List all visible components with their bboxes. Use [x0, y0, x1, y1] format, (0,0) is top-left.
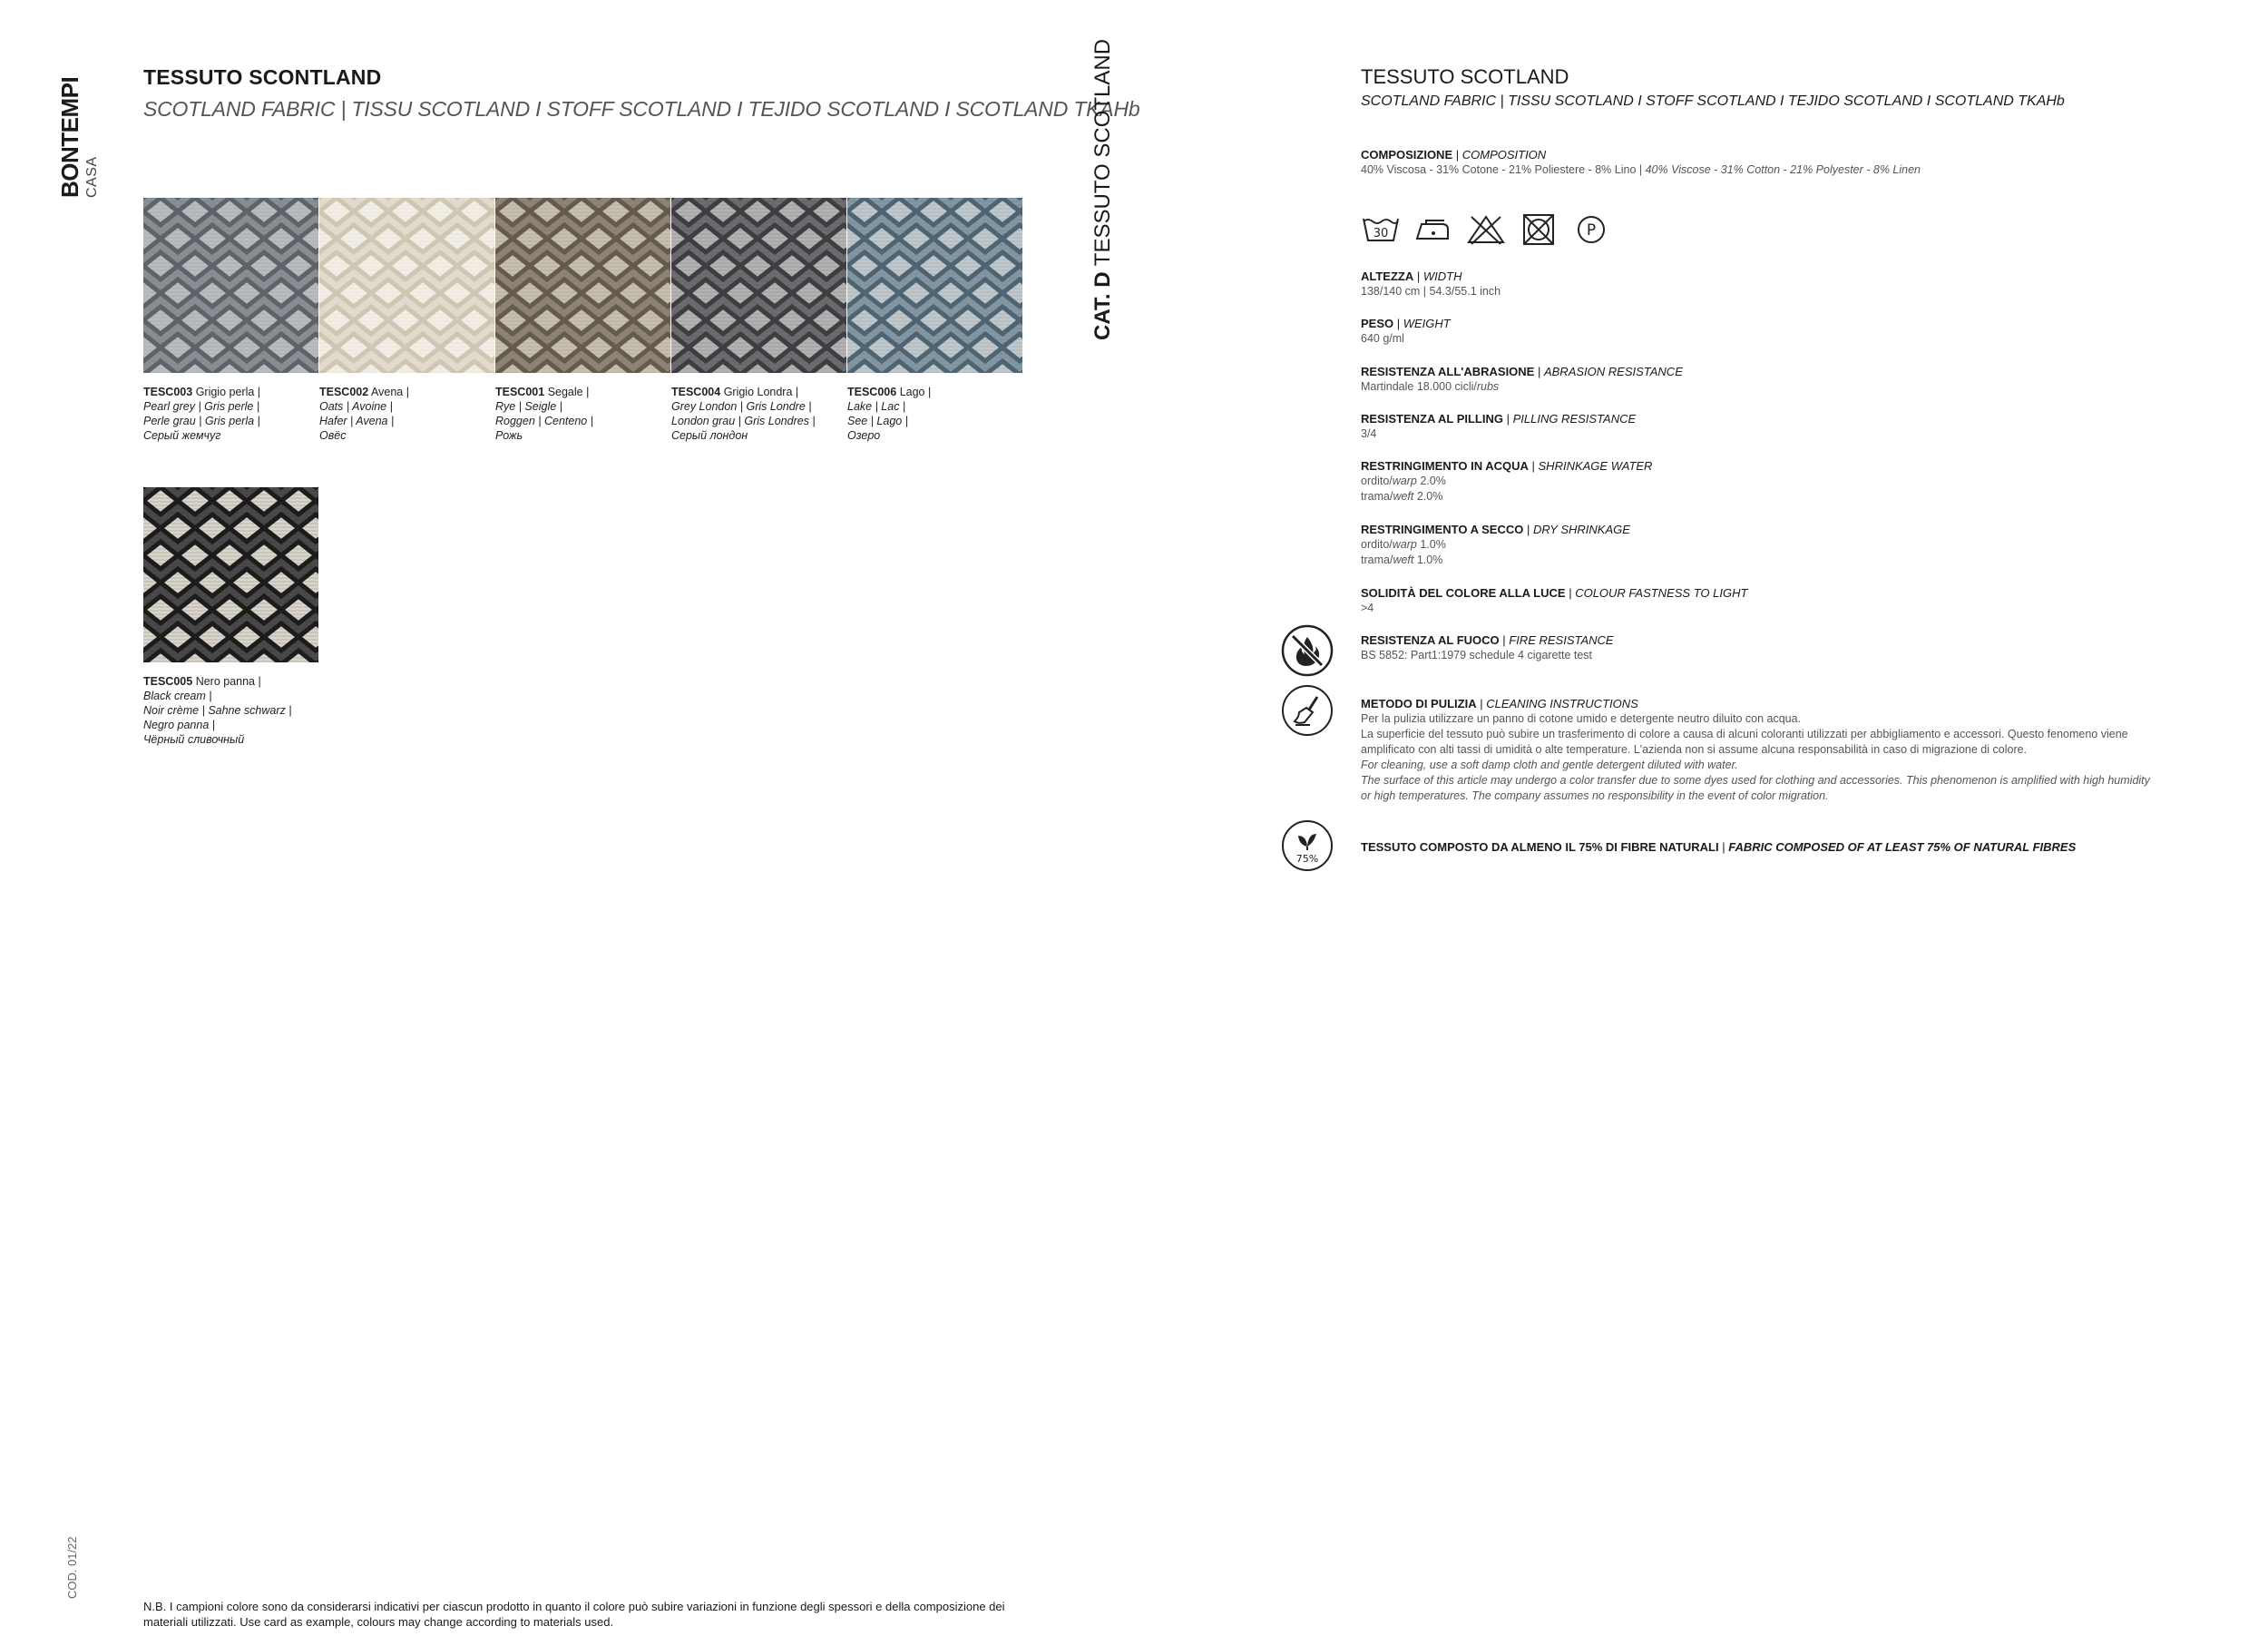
- spec-cleaning: METODO DI PULIZIA | CLEANING INSTRUCTIONS Per la pulizia utilizzare un panno di cotone umido e detergente neutro diluito con acqua. La superficie del tessuto può subire un trasferimento di colore a causa di alcuni coloranti utilizzati per abbigliamento e accessori. Questo fenomeno viene amplificato con alti tassi di umidità o alte temperature. L'azienda non si assume alcuna responsabilità in caso di migrazione di colore. For cleaning, use a soft damp cloth and gentle detergent diluted with water. The surface of this article may undergo a color transfer due to some dyes used for clothing and accessories. This phenomenon is amplified with high humidity or high temperatures. The company assumes no responsibility in the event of color migration.: [1361, 696, 2159, 804]
- spec-value-en: rubs: [1476, 380, 1500, 393]
- swatch-code: TESC003: [143, 386, 193, 398]
- swatch-translation: Noir crème | Sahne schwarz |: [143, 704, 292, 717]
- spec-label: RESISTENZA AL PILLING: [1361, 412, 1503, 426]
- swatch-code: TESC005: [143, 675, 193, 688]
- swatch-code: TESC004: [671, 386, 721, 398]
- swatch-translation: See | Lago |: [847, 415, 908, 427]
- spec-label-en: PILLING RESISTANCE: [1512, 412, 1637, 426]
- cleaning-text-en: The surface of this article may undergo a color transfer due to some dyes used for clothing and accessories. This phenomenon is amplified with high humidity or high temperatures. The company assumes no responsibility in the event of color migration.: [1361, 774, 2150, 802]
- swatch-translation: Серый лондон: [671, 429, 748, 442]
- swatch-caption: [319, 385, 492, 443]
- left-subtitle: SCOTLAND FABRIC | TISSU SCOTLAND I STOFF SCOTLAND I TEJIDO SCOTLAND I SCOTLAND TKAHb: [143, 97, 1140, 121]
- no-tumble-dry-icon: [1519, 213, 1559, 246]
- category-rest: TESSUTO SCOTLAND: [1090, 38, 1115, 267]
- spec-value: 1.0%: [1416, 553, 1443, 566]
- swatch-image: [671, 198, 846, 373]
- care-icons: [1361, 213, 1611, 246]
- swatch-translation: Озеро: [847, 429, 881, 442]
- spec-light-fastness: SOLIDITÀ DEL COLORE ALLA LUCE | COLOUR FASTNESS TO LIGHT >4: [1361, 585, 2159, 616]
- spec-label: SOLIDITÀ DEL COLORE ALLA LUCE: [1361, 586, 1566, 600]
- spec-label-en: ABRASION RESISTANCE: [1543, 365, 1683, 378]
- natural-badge: 75%: [1295, 853, 1319, 865]
- spec-value: 2.0%: [1420, 475, 1446, 487]
- swatch-name: Grigio Londra |: [723, 386, 799, 398]
- spec-label: RESTRINGIMENTO IN ACQUA: [1361, 459, 1529, 473]
- swatch-name: Avena |: [371, 386, 409, 398]
- document-code: COD. 01/22: [65, 1536, 79, 1599]
- spec-value: 3/4: [1361, 427, 1377, 440]
- category-label: [1090, 38, 1116, 340]
- cleaning-text: Per la pulizia utilizzare un panno di cotone umido e detergente neutro diluito con acqua.: [1361, 712, 1802, 725]
- spec-fire: RESISTENZA AL FUOCO | FIRE RESISTANCE BS 5852: Part1:1979 schedule 4 cigarette test: [1361, 632, 2159, 663]
- spec-label: RESISTENZA AL FUOCO: [1361, 633, 1500, 647]
- swatch-image: [319, 198, 494, 373]
- swatch-image: [847, 198, 1022, 373]
- swatch-caption: [143, 385, 316, 443]
- brand-sub: CASA: [84, 156, 100, 198]
- cleaning-text-en: For cleaning, use a soft damp cloth and gentle detergent diluted with water.: [1361, 759, 1738, 771]
- spec-label-en: DRY SHRINKAGE: [1532, 523, 1630, 536]
- spec-value-en: weft: [1393, 553, 1414, 566]
- spec-weight: PESO | WEIGHT 640 g/ml: [1361, 316, 2159, 347]
- wash-temp: 30: [1373, 227, 1389, 240]
- swatch-translation: Чёрный сливочный: [143, 733, 245, 746]
- swatch-caption: [143, 674, 316, 747]
- swatch-translation: Pearl grey | Gris perle |: [143, 400, 260, 413]
- spec-value: trama/: [1361, 553, 1393, 566]
- spec-composition: COMPOSIZIONE | COMPOSITION 40% Viscosa - 31% Cotone - 21% Poliestere - 8% Lino | 40% Viscose - 31% Cotton - 21% Polyester - 8% Linen: [1361, 148, 1921, 176]
- swatch-name: Segale |: [547, 386, 590, 398]
- swatch-translation: Black cream |: [143, 690, 212, 702]
- spec-shrinkage-dry: RESTRINGIMENTO A SECCO | DRY SHRINKAGE ordito/warp 1.0% trama/weft 1.0%: [1361, 523, 1630, 566]
- natural-fibre-icon: [1281, 819, 1334, 872]
- swatch-name: Nero panna |: [195, 675, 261, 688]
- swatch-translation: Lake | Lac |: [847, 400, 906, 413]
- spec-label: PESO: [1361, 317, 1394, 330]
- spec-value-en: 40% Viscose - 31% Cotton - 21% Polyester - 8% Linen: [1645, 163, 1921, 176]
- right-title: TESSUTO SCOTLAND: [1361, 65, 1569, 88]
- cleaning-text: La superficie del tessuto può subire un trasferimento di colore a causa di alcuni coloranti utilizzati per abbigliamento e accessori. Questo fenomeno viene amplificato con alti tassi di umidità o alte temperature. L'azienda non si assume alcuna responsabilità in caso di migrazione di colore.: [1361, 728, 2128, 756]
- spec-label: RESTRINGIMENTO A SECCO: [1361, 523, 1524, 536]
- swatch-translation: Grey London | Gris Londre |: [671, 400, 812, 413]
- swatch-translation: Hafer | Avena |: [319, 415, 395, 427]
- swatch-caption: [495, 385, 668, 443]
- brand-name: BONTEMPI: [56, 76, 83, 198]
- dry-clean-letter: P: [1586, 221, 1597, 240]
- spec-label-en: COMPOSITION: [1461, 148, 1547, 162]
- spec-label-en: COLOUR FASTNESS TO LIGHT: [1575, 586, 1748, 600]
- spec-label: COMPOSIZIONE: [1361, 148, 1453, 162]
- spec-value: >4: [1361, 602, 1374, 614]
- spec-value: trama/: [1361, 490, 1393, 503]
- spec-label-en: FABRIC COMPOSED OF AT LEAST 75% OF NATURAL FIBRES: [1728, 840, 2077, 854]
- spec-value: 640 g/ml: [1361, 332, 1404, 345]
- spec-value: 138/140 cm | 54.3/55.1 inch: [1361, 285, 1501, 298]
- footnote: N.B. I campioni colore sono da considerarsi indicativi per ciascun prodotto in quanto il colore può subire variazioni in funzione degli spessori e della composizione dei materiali utilizzati. Use card as example, colours may change according to materials used.: [143, 1600, 1005, 1629]
- swatch-code: TESC002: [319, 386, 369, 398]
- spec-label-en: SHRINKAGE WATER: [1538, 459, 1653, 473]
- spec-value: ordito/: [1361, 475, 1393, 487]
- brand-logo: [56, 71, 111, 198]
- dry-clean-p-icon: [1571, 213, 1611, 246]
- swatch-translation: Серый жемчуг: [143, 429, 221, 442]
- swatch-caption: [671, 385, 844, 443]
- wash-30-icon: [1361, 213, 1401, 246]
- spec-label: TESSUTO COMPOSTO DA ALMENO IL 75% DI FIBRE NATURALI: [1361, 840, 1719, 854]
- spec-value: ordito/: [1361, 538, 1393, 551]
- swatch-translation: London grau | Gris Londres |: [671, 415, 816, 427]
- swatch-translation: Овёс: [319, 429, 347, 442]
- right-subtitle: SCOTLAND FABRIC | TISSU SCOTLAND I STOFF SCOTLAND I TEJIDO SCOTLAND I SCOTLAND TKAHb: [1361, 93, 2065, 109]
- spec-value: BS 5852: Part1:1979 schedule 4 cigarette test: [1361, 649, 1593, 661]
- swatch-translation: Rye | Seigle |: [495, 400, 562, 413]
- spec-value: 2.0%: [1416, 490, 1443, 503]
- swatch-name: Lago |: [899, 386, 932, 398]
- spec-natural-fibres: TESSUTO COMPOSTO DA ALMENO IL 75% DI FIBRE NATURALI | FABRIC COMPOSED OF AT LEAST 75% OF NATURAL FIBRES: [1361, 840, 2077, 854]
- swatch-image: [495, 198, 670, 373]
- spec-value: 1.0%: [1420, 538, 1446, 551]
- iron-low-icon: [1413, 213, 1453, 246]
- swatch-code: TESC006: [847, 386, 897, 398]
- cleaning-cloth-icon: [1281, 684, 1334, 737]
- spec-label-en: WEIGHT: [1403, 317, 1451, 330]
- spec-value-en: warp: [1392, 475, 1417, 487]
- swatch-translation: Roggen | Centeno |: [495, 415, 593, 427]
- spec-value: Martindale 18.000 cicli/: [1361, 380, 1477, 393]
- spec-shrinkage-water: RESTRINGIMENTO IN ACQUA | SHRINKAGE WATER ordito/warp 2.0% trama/weft 2.0%: [1361, 459, 1653, 503]
- spec-label: METODO DI PULIZIA: [1361, 697, 1477, 710]
- left-title: TESSUTO SCONTLAND: [143, 65, 382, 89]
- swatch-image: [143, 487, 318, 662]
- swatch-image: [143, 198, 318, 373]
- swatch-code: TESC001: [495, 386, 545, 398]
- no-bleach-icon: [1466, 213, 1506, 246]
- spec-pilling: RESISTENZA AL PILLING | PILLING RESISTANCE 3/4: [1361, 411, 2159, 442]
- category-bold: CAT. D: [1090, 271, 1115, 340]
- swatch-translation: Negro panna |: [143, 719, 215, 731]
- spec-label-en: WIDTH: [1422, 269, 1462, 283]
- spec-width: ALTEZZA | WIDTH 138/140 cm | 54.3/55.1 inch: [1361, 269, 2159, 299]
- spec-label-en: FIRE RESISTANCE: [1509, 633, 1614, 647]
- swatch-translation: Oats | Avoine |: [319, 400, 393, 413]
- spec-value-en: weft: [1393, 490, 1414, 503]
- swatch-translation: Perle grau | Gris perla |: [143, 415, 260, 427]
- no-fire-icon: [1281, 624, 1334, 677]
- spec-label: ALTEZZA: [1361, 269, 1414, 283]
- spec-label: RESISTENZA ALL'ABRASIONE: [1361, 365, 1535, 378]
- spec-value: 40% Viscosa - 31% Cotone - 21% Poliestere - 8% Lino: [1361, 163, 1637, 176]
- spec-abrasion: RESISTENZA ALL'ABRASIONE | ABRASION RESISTANCE Martindale 18.000 cicli/rubs: [1361, 365, 1683, 393]
- spec-value-en: warp: [1392, 538, 1417, 551]
- swatch-translation: Рожь: [495, 429, 523, 442]
- spec-label-en: CLEANING INSTRUCTIONS: [1486, 697, 1638, 710]
- swatch-name: Grigio perla |: [195, 386, 261, 398]
- swatch-caption: [847, 385, 1020, 443]
